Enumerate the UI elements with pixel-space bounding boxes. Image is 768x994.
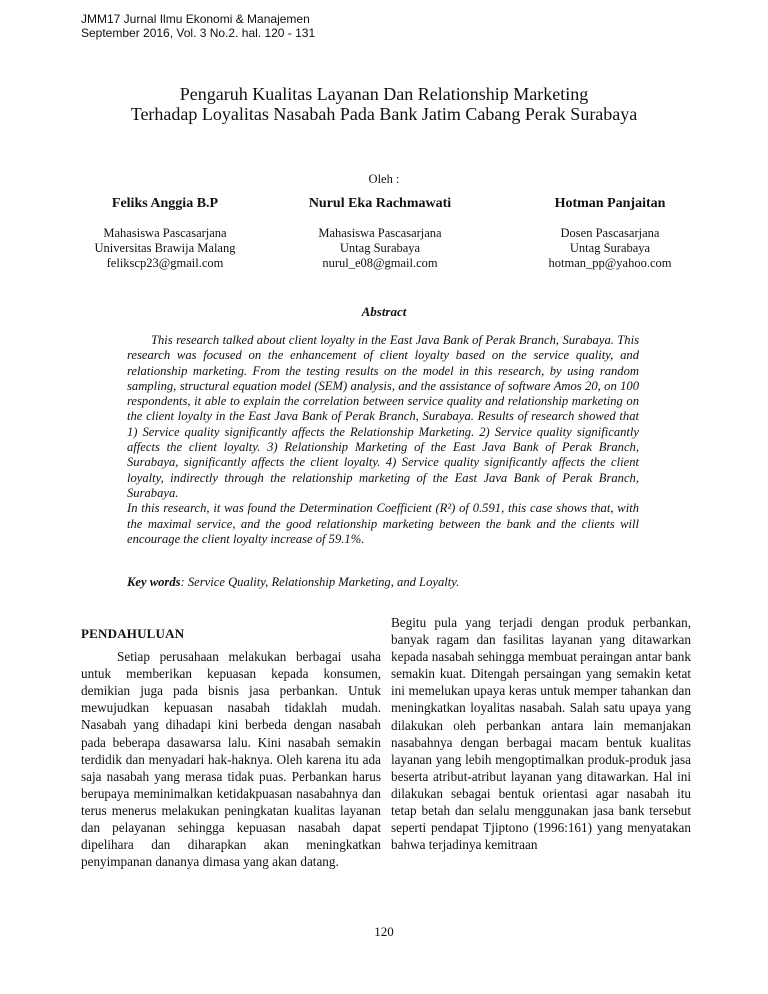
author-role: Dosen Pascasarjana — [560, 226, 660, 240]
author-role: Mahasiswa Pascasarjana — [318, 226, 442, 240]
author-name: Nurul Eka Rachmawati — [308, 196, 452, 211]
author-email: nurul_e08@gmail.com — [322, 256, 438, 270]
journal-name: JMM17 Jurnal Ilmu Ekonomi & Manajemen — [81, 12, 310, 26]
author-block — [253, 196, 507, 271]
abstract-body — [127, 333, 639, 547]
abstract-paragraph: In this research, it was found the Determination Coefficient (R²) of 0.591, this case shows that, with the maximal service, and the good relationship marketing between the bank and the clients will encourage the client loyalty increase of 59.1%. — [127, 501, 639, 546]
issue-info: September 2016, Vol. 3 No.2. hal. 120 - 131 — [81, 26, 316, 40]
author-block — [530, 196, 690, 271]
title-line-2: Terhadap Loyalitas Nasabah Pada Bank Jatim Cabang Perak Surabaya — [130, 104, 638, 124]
keywords-label: Key words — [127, 575, 181, 589]
author-name: Hotman Panjaitan — [554, 196, 666, 211]
author-block — [80, 196, 250, 271]
running-head — [81, 12, 315, 40]
keywords — [127, 575, 639, 590]
right-column — [391, 614, 691, 853]
author-email: felikscp23@gmail.com — [106, 256, 224, 270]
author-role: Mahasiswa Pascasarjana — [103, 226, 227, 240]
author-email: hotman_pp@yahoo.com — [548, 256, 672, 270]
abstract-heading: Abstract — [361, 304, 407, 319]
keywords-text: : Service Quality, Relationship Marketing, and Loyalty. — [180, 575, 460, 589]
section-heading: PENDAHULUAN — [81, 626, 185, 641]
byline-label: Oleh : — [368, 172, 400, 186]
author-name: Feliks Anggia B.P — [111, 196, 219, 211]
title-line-1: Pengaruh Kualitas Layanan Dan Relationship Marketing — [179, 84, 589, 104]
author-institution: Untag Surabaya — [569, 241, 651, 255]
abstract-paragraph: This research talked about client loyalty in the East Java Bank of Perak Branch, Surabaya. This research was focused on the enhancement of client loyalty based on the service quality, and relationship marketing. From the testing results on the model in this research, by using random sampling, structural equation model (SEM) analysis, and the assistance of software Amos 20, on 100 respondents, it able to explain the correlation between service quality and relationship marketing on the client loyalty in the East Java Bank of Perak Branch, Surabaya. Results of research showed that 1) Service quality significantly affects the Relationship Marketing. 2) Service quality significantly affects the client loyalty. 3) Relationship Marketing of the East Java Bank of Perak Branch, Surabaya, significantly affects the client loyalty. 4) Service quality significantly affects the client loyalty, indirectly through the relationship marketing of the East Java Bank of Perak Branch, Surabaya. — [127, 333, 639, 500]
author-institution: Universitas Brawija Malang — [94, 241, 236, 255]
left-column — [81, 625, 381, 870]
body-paragraph: Setiap perusahaan melakukan berbagai usaha untuk memberikan kepuasan kepada konsumen, demikian juga pada bisnis jasa perbankan. Untuk mewujudkan kepuasan nasabah tidaklah mudah. Nasabah yang dihadapi kini berbeda dengan nasabah pada beberapa dasawarsa lalu. Kini nasabah semakin terdidik dan menyadari hak-haknya. Oleh karena itu ada saja nasabah yang merasa tidak puas. Perbankan harus berupaya meminimalkan ketidakpuasan nasabahnya dan terus menerus melakukan peningkatan kualitas layanan dan pelayanan sehingga kepuasan nasabah dapat dipelihara dan diharapkan akan meningkatkan penyimpanan dananya dimasa yang akan datang. — [81, 649, 381, 870]
author-institution: Untag Surabaya — [339, 241, 421, 255]
paper-title — [0, 84, 768, 124]
page-number: 120 — [374, 924, 394, 939]
body-paragraph: Begitu pula yang terjadi dengan produk perbankan, banyak ragam dan fasilitas layanan yang ditawarkan kepada nasabah sehingga membuat peraingan antar bank semakin kuat. Ditengah persaingan yang semakin ketat ini memelukan upaya keras untuk memper tahankan dan meningkatkan loyalitas nasabah. Salah satu upaya yang dilakukan oleh perbankan antara lain memanjakan nasabahnya dengan berbagai macam bentuk kualitas layanan yang lebih mengoptimalkan produk-produk jasa beserta atribut-atribut layanan yang ditawarkan. Hal ini dilakukan sebagai bentuk orientasi agar nasabah itu tetap betah dan selalu menggunakan jasa bank tersebut seperti pendapat Tjiptono (1996:161) yang menyatakan bahwa terjadinya kemitraan — [391, 615, 691, 853]
